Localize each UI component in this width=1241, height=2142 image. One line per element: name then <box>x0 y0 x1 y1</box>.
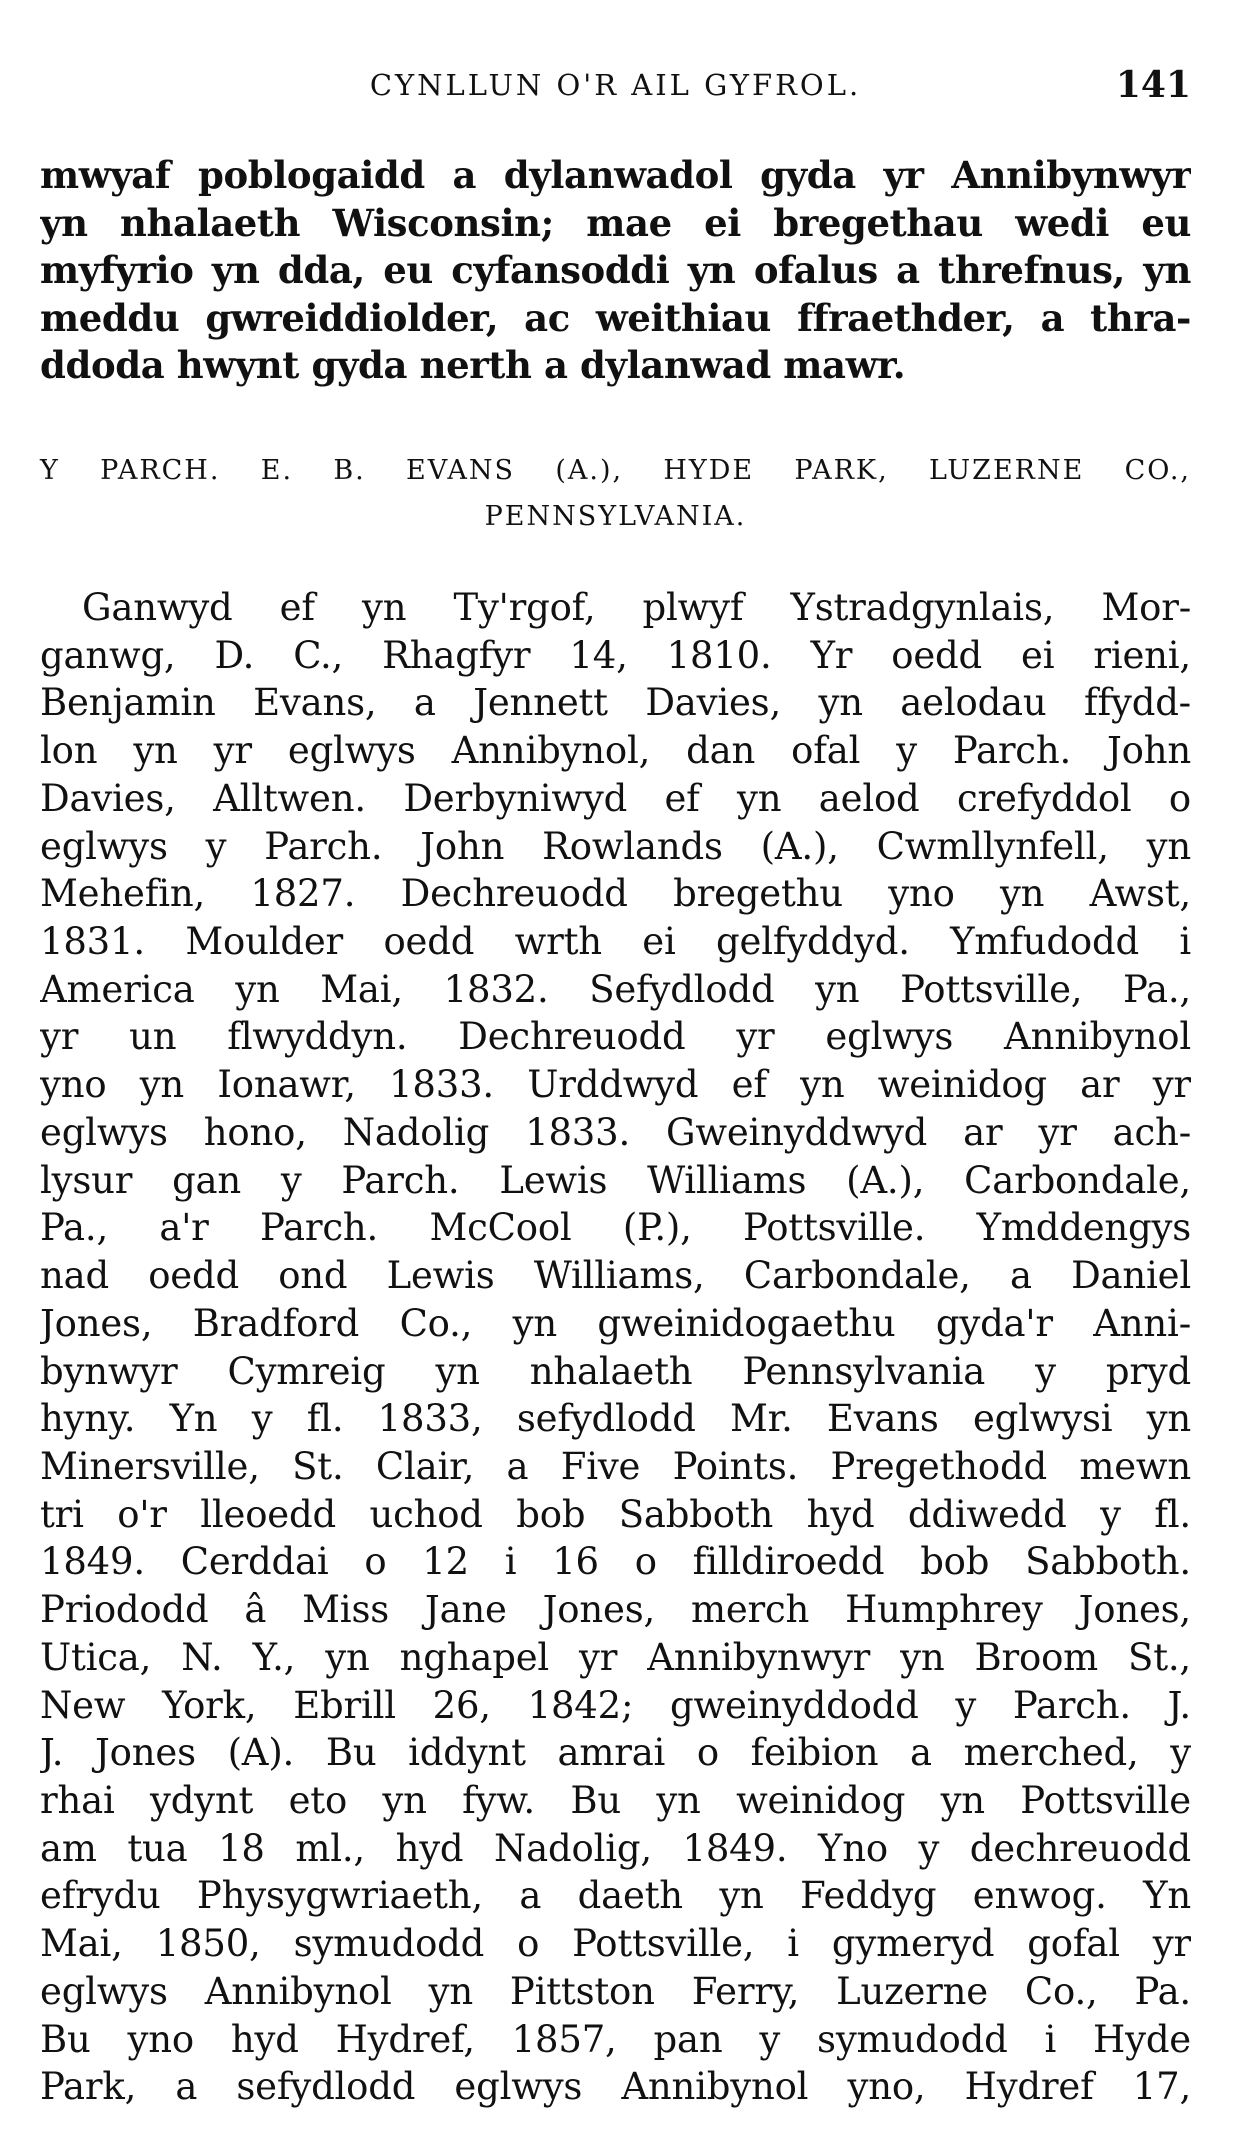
text-line: Bu yno hyd Hydref, 1857, pan y symudodd i Hyde <box>40 2017 1191 2061</box>
text-line: rhai ydynt eto yn fyw. Bu yn weinidog yn Pottsville <box>40 1778 1191 1822</box>
text-line: eglwys y Parch. John Rowlands (A.), Cwmllynfell, yn <box>40 824 1191 868</box>
paragraph-top <box>40 152 1191 390</box>
text-line: Minersville, St. Clair, a Five Points. Pregethodd mewn <box>40 1444 1191 1488</box>
text-line: Mehefin, 1827. Dechreuodd bregethu yno yn Awst, <box>40 872 1191 916</box>
text-line: ddoda hwynt gyda nerth a dylanwad mawr. <box>40 343 906 388</box>
page-number: 141 <box>1115 64 1191 106</box>
text-line: lon yn yr eglwys Annibynol, dan ofal y Parch. John <box>40 729 1191 773</box>
text-line: eglwys hono, Nadolig 1833. Gweinyddwyd ar yr ach- <box>40 1110 1191 1154</box>
text-line: Pa., a'r Parch. McCool (P.), Pottsville. Ymddengys <box>40 1206 1191 1250</box>
text-line: tri o'r lleoedd uchod bob Sabboth hyd ddiwedd y fl. <box>40 1492 1191 1536</box>
text-line: hyny. Yn y fl. 1833, sefydlodd Mr. Evans eglwysi yn <box>40 1397 1191 1441</box>
text-line: meddu gwreiddiolder, ac weithiau ffraethder, a thra- <box>40 295 1191 340</box>
text-line: ganwg, D. C., Rhagfyr 14, 1810. Yr oedd ei rieni, <box>40 633 1191 677</box>
text-line: 1849. Cerddai o 12 i 16 o filldiroedd bob Sabboth. <box>40 1540 1191 1584</box>
text-line: Utica, N. Y., yn nghapel yr Annibynwyr yn Broom St., <box>40 1635 1191 1679</box>
text-line: eglwys Annibynol yn Pittston Ferry, Luzerne Co., Pa. <box>40 1969 1191 2013</box>
paragraph-main <box>40 584 1191 2111</box>
text-line: myfyrio yn dda, eu cyfansoddi yn ofalus a threfnus, yn <box>40 248 1191 293</box>
text-line: Benjamin Evans, a Jennett Davies, yn aelodau ffydd- <box>40 681 1191 725</box>
text-line: nad oedd ond Lewis Williams, Carbondale, a Daniel <box>40 1254 1191 1298</box>
text-line: Ganwyd ef yn Ty'rgof, plwyf Ystradgynlais, Mor- <box>82 586 1191 629</box>
running-title: CYNLLUN O'R AIL GYFROL. <box>369 68 862 102</box>
text-line: lysur gan y Parch. Lewis Williams (A.), Carbondale, <box>40 1158 1191 1202</box>
text-line: Priododd â Miss Jane Jones, merch Humphrey Jones, <box>40 1588 1191 1632</box>
text-line: efrydu Physygwriaeth, a daeth yn Feddyg enwog. Yn <box>40 1874 1191 1918</box>
text-line: America yn Mai, 1832. Sefydlodd yn Pottsville, Pa., <box>40 967 1191 1011</box>
text-line: Mai, 1850, symudodd o Pottsville, i gymeryd gofal yr <box>40 1922 1191 1966</box>
section-heading <box>40 448 1191 540</box>
text-line: Davies, Alltwen. Derbyniwyd ef yn aelod crefyddol o <box>40 776 1191 820</box>
text-line: mwyaf poblogaidd a dylanwadol gyda yr Annibynwyr <box>40 153 1191 197</box>
text-line: J. Jones (A). Bu iddynt amrai o feibion a merched, y <box>40 1731 1191 1775</box>
heading-line: PENNSYLVANIA. <box>484 501 747 532</box>
text-line: Jones, Bradford Co., yn gweinidogaethu gyda'r Anni- <box>40 1301 1191 1345</box>
text-line: bynwyr Cymreig yn nhalaeth Pennsylvania y pryd <box>40 1349 1191 1393</box>
text-line: New York, Ebrill 26, 1842; gweinyddodd y Parch. J. <box>40 1683 1191 1727</box>
running-head <box>40 60 1191 110</box>
text-line: yn nhalaeth Wisconsin; mae ei bregethau wedi eu <box>40 200 1191 245</box>
text-line: yno yn Ionawr, 1833. Urddwyd ef yn weinidog ar yr <box>40 1063 1191 1107</box>
text-line: 1831. Moulder oedd wrth ei gelfyddyd. Ymfudodd i <box>40 920 1191 964</box>
text-line: Park, a sefydlodd eglwys Annibynol yno, Hydref 17, <box>40 2065 1191 2109</box>
heading-line: Y PARCH. E. B. EVANS (A.), HYDE PARK, LUZERNE CO., <box>40 455 1191 486</box>
text-line: am tua 18 ml., hyd Nadolig, 1849. Yno y dechreuodd <box>40 1826 1191 1870</box>
text-line: yr un flwyddyn. Dechreuodd yr eglwys Annibynol <box>40 1015 1191 1059</box>
